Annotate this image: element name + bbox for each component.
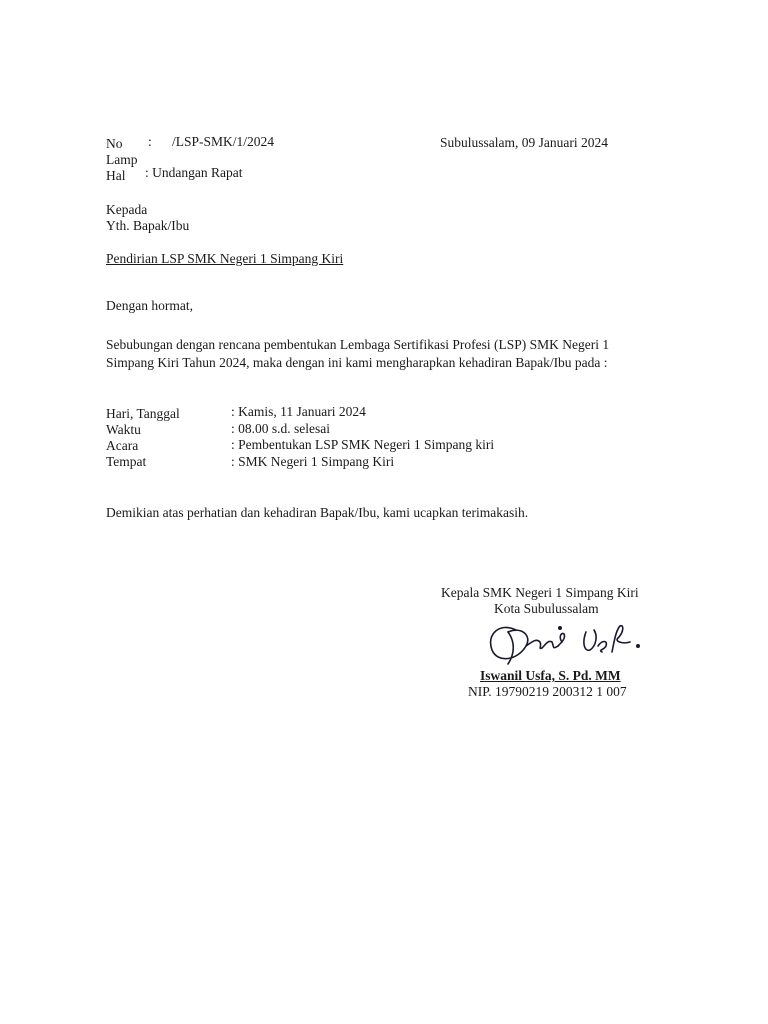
handwritten-signature [478, 612, 648, 672]
letter-number: /LSP-SMK/1/2024 [172, 134, 275, 149]
detail-value-time: : 08.00 s.d. selesai [231, 421, 330, 436]
detail-label-time: Waktu [106, 422, 141, 437]
hal-label: Hal [106, 168, 126, 183]
no-label: No [106, 136, 123, 151]
recipient-yth: Yth. Bapak/Ibu [106, 218, 190, 233]
signer-nip: NIP. 19790219 200312 1 007 [468, 684, 627, 699]
greeting: Dengan hormat, [106, 298, 193, 313]
signer-title-2: Kota Subulussalam [494, 601, 599, 616]
detail-label-place: Tempat [106, 454, 147, 469]
detail-label-day: Hari, Tanggal [106, 406, 180, 421]
subject-line: Pendirian LSP SMK Negeri 1 Simpang Kiri [106, 251, 344, 266]
no-colon: : [148, 134, 152, 149]
hal-value: : Undangan Rapat [145, 165, 243, 180]
recipient-kepada: Kepada [106, 202, 148, 217]
body-line-1: Sebubungan dengan rencana pembentukan Lembaga Sertifikasi Profesi (LSP) SMK Negeri 1 [106, 337, 610, 352]
letter-date: Subulussalam, 09 Januari 2024 [440, 135, 608, 150]
signer-title-1: Kepala SMK Negeri 1 Simpang Kiri [441, 585, 639, 600]
lamp-label: Lamp [106, 152, 138, 167]
detail-value-day: : Kamis, 11 Januari 2024 [231, 404, 366, 419]
detail-value-place: : SMK Negeri 1 Simpang Kiri [231, 454, 395, 469]
body-line-2: Simpang Kiri Tahun 2024, maka dengan ini kami mengharapkan kehadiran Bapak/Ibu pada : [106, 355, 608, 370]
detail-value-event: : Pembentukan LSP SMK Negeri 1 Simpang kiri [231, 437, 495, 452]
detail-label-event: Acara [106, 438, 139, 453]
closing-sentence: Demikian atas perhatian dan kehadiran Bapak/Ibu, kami ucapkan terimakasih. [106, 505, 529, 520]
signer-name: Iswanil Usfa, S. Pd. MM [480, 668, 621, 683]
